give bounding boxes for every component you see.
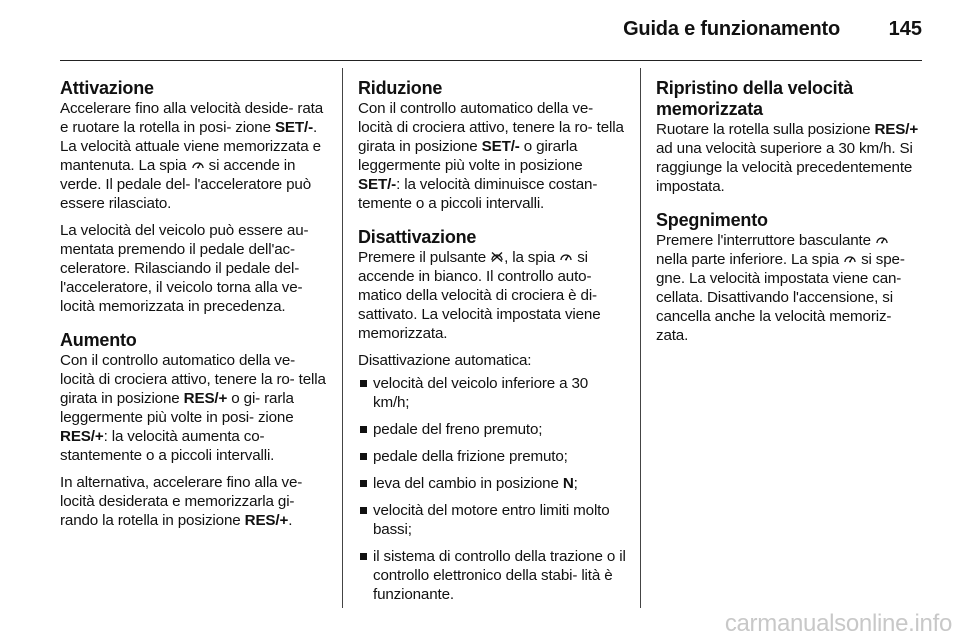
column-divider-2: [640, 68, 641, 608]
column-divider-1: [342, 68, 343, 608]
paragraph-spegnimento-1: Premere l'interruttore basculante nella parte inferiore. La spia si spe- gne. La velocità impostata viene can- cellata. Disattivando l'accensione, si cancella anche la velocità memoriz- zata.: [656, 232, 905, 344]
header-divider: [60, 60, 922, 61]
list-item: velocità del motore entro limiti molto bassi;: [358, 501, 626, 539]
paragraph-ripristino-1: Ruotare la rotella sulla posizione RES/+ ad una velocità superiore a 30 km/h. Si raggiunge la velocità precedentemente impostata.: [656, 121, 919, 195]
watermark: carmanualsonline.info: [724, 610, 952, 637]
paragraph-attivazione-2: La velocità del veicolo può essere au- mentata premendo il pedale dell'ac- celeratore. Rilasciando il pedale del- l'acceleratore, il veicolo torna alla ve- locità memorizzata in precedenza.: [60, 222, 309, 315]
column-3: [656, 78, 924, 353]
column-2: [358, 78, 626, 612]
list-item: leva del cambio in posizione N;: [358, 474, 626, 493]
heading-disattivazione: Disattivazione: [358, 227, 477, 247]
auto-deactivation-label: Disattivazione automatica:: [358, 352, 532, 369]
cruise-control-icon: [559, 251, 573, 263]
list-item: velocità del veicolo inferiore a 30 km/h;: [358, 374, 626, 412]
paragraph-riduzione-1: Con il controllo automatico della ve- locità di crociera attivo, tenere la ro- tella girata in posizione SET/- o girarla leggermente più volte in posizione SET/-: la velocità diminuisce costan- temente o a piccoli intervalli.: [358, 100, 624, 212]
page-number: 145: [888, 18, 922, 40]
paragraph-aumento-1: Con il controllo automatico della ve- locità di crociera attivo, tenere la ro- tella girata in posizione RES/+ o gi- rarla leggermente più volte in posi- zione RES/+: la velocità aumenta co- stantemente o a piccoli intervalli.: [60, 352, 326, 464]
heading-spegnimento: Spegnimento: [656, 210, 768, 230]
heading-aumento: Aumento: [60, 330, 137, 350]
heading-ripristino: Ripristino della velocità memorizzata: [656, 78, 854, 119]
cruise-control-icon: [843, 253, 857, 265]
cruise-control-icon: [191, 159, 205, 171]
cruise-cancel-icon: [490, 251, 504, 263]
heading-riduzione: Riduzione: [358, 78, 443, 98]
auto-deactivation-list: [358, 374, 626, 604]
list-item: pedale della frizione premuto;: [358, 447, 626, 466]
paragraph-aumento-2: In alternativa, accelerare fino alla ve- locità desiderata e memorizzarla gi- rando la rotella in posizione RES/+.: [60, 474, 303, 529]
column-1: [60, 78, 330, 538]
heading-attivazione: Attivazione: [60, 78, 154, 98]
cruise-control-icon: [875, 234, 889, 246]
paragraph-attivazione-1: Accelerare fino alla velocità deside- rata e ruotare la rotella in posi- zione SET/-. La velocità attuale viene memorizzata e mantenuta. La spia si accende in verde. Il pedale del- l'acceleratore può essere rilasciato.: [60, 100, 323, 212]
paragraph-disattivazione-1: Premere il pulsante , la spia si accende in bianco. Il controllo auto- matico della velocità di crociera è di- sattivato. La velocità impostata viene memorizzata.: [358, 249, 601, 342]
list-item: pedale del freno premuto;: [358, 420, 626, 439]
page-header-title: Guida e funzionamento: [623, 18, 840, 40]
list-item: il sistema di controllo della trazione o il controllo elettronico della stabi- lità è funzionante.: [358, 547, 626, 604]
